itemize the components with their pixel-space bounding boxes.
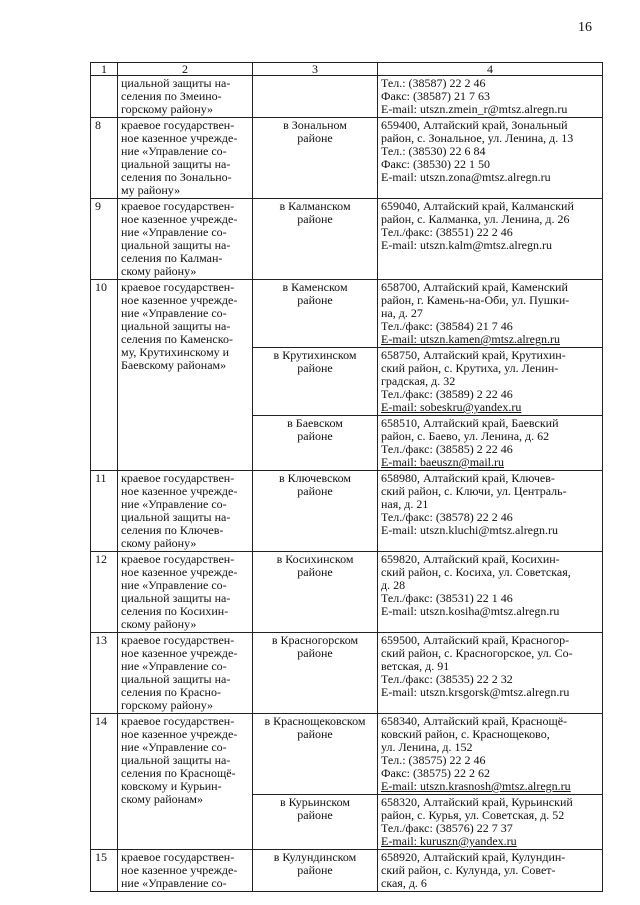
cell-line: ковский район, с. Краснощеково, — [381, 727, 550, 741]
header-cell: 2 — [118, 63, 253, 76]
cell-line: Тел.: (38587) 22 2 46 — [381, 76, 486, 90]
cell-line: скому районам» — [121, 792, 204, 806]
cell-line: ский район, с. Косиха, ул. Советская, — [381, 565, 571, 579]
cell-line: скому району» — [121, 536, 197, 550]
cell-line: районе — [297, 863, 333, 877]
cell-line: ский район, с. Красногорское, ул. Со- — [381, 646, 573, 660]
header-cell: 4 — [378, 63, 603, 76]
cell-line: E-mail: utszn.krsgorsk@mtsz.alregn.ru — [381, 685, 570, 699]
address-cell — [378, 76, 603, 118]
cell-line: краевое государствен- — [121, 471, 235, 485]
header-cell: 1 — [91, 63, 118, 76]
organization-cell — [118, 76, 253, 118]
table-row — [91, 280, 603, 348]
cell-line: E-mail: utszn.krasnosh@mtsz.alregn.ru — [381, 779, 571, 793]
cell-line: циальной защиты на- — [121, 238, 231, 252]
district-cell — [253, 714, 378, 795]
cell-line: селения по Змеино- — [121, 89, 222, 103]
organization-cell — [118, 714, 253, 850]
cell-line: циальной защиты на- — [121, 510, 231, 524]
cell-line: район, с. Зональное, ул. Ленина, д. 13 — [381, 131, 574, 145]
cell-line: ное казенное учрежде- — [121, 131, 238, 145]
organization-cell — [118, 471, 253, 552]
cell-line: ние «Управление со- — [121, 497, 227, 511]
cell-line: ное казенное учрежде- — [121, 565, 238, 579]
row-number-text: 12 — [95, 552, 107, 566]
address-cell — [378, 199, 603, 280]
table-header-row — [91, 63, 603, 76]
district-cell — [253, 552, 378, 633]
cell-line: селения по Каменско- — [121, 332, 233, 346]
cell-line: циальной защиты на- — [121, 591, 231, 605]
organization-cell — [118, 850, 253, 892]
table-row — [91, 199, 603, 280]
cell-line: циальной защиты на- — [121, 753, 231, 767]
cell-line: краевое государствен- — [121, 714, 235, 728]
cell-line: Тел.: (38530) 22 6 84 — [381, 144, 486, 158]
cell-line: в Курьинском — [280, 795, 350, 809]
page-number: 16 — [578, 20, 592, 35]
cell-line: циальной защиты на- — [121, 672, 231, 686]
address-cell — [378, 416, 603, 471]
row-number-text: 9 — [95, 199, 101, 213]
row-number — [91, 199, 118, 280]
cell-line: ние «Управление со- — [121, 578, 227, 592]
cell-line: краевое государствен- — [121, 633, 235, 647]
cell-line: скому району» — [121, 617, 197, 631]
address-cell — [378, 633, 603, 714]
cell-line: Факс: (38575) 22 2 62 — [381, 766, 490, 780]
table-row — [91, 118, 603, 199]
table-row — [91, 633, 603, 714]
district-cell — [253, 795, 378, 850]
organization-cell — [118, 280, 253, 471]
cell-line: краевое государствен- — [121, 280, 235, 294]
cell-line: Факс: (38587) 21 7 63 — [381, 89, 490, 103]
cell-line: районе — [297, 293, 333, 307]
cell-line: краевое государствен- — [121, 199, 235, 213]
cell-line: ский район, с. Крутиха, ул. Ленин- — [381, 361, 559, 375]
cell-line: Тел./факс: (38578) 22 2 46 — [381, 510, 513, 524]
cell-line: ная, д. 21 — [381, 497, 429, 511]
cell-line: Баевскому районам» — [121, 358, 227, 372]
cell-line: ное казенное учрежде- — [121, 293, 238, 307]
row-number — [91, 118, 118, 199]
cell-line: в Крутихинском — [273, 348, 357, 362]
cell-line: районе — [297, 808, 333, 822]
district-cell — [253, 76, 378, 118]
row-number-text: 15 — [95, 850, 107, 864]
row-number — [91, 633, 118, 714]
row-number — [91, 850, 118, 892]
cell-line: в Краснощековском — [264, 714, 366, 728]
row-number-text: 8 — [95, 118, 101, 132]
cell-line: ская, д. 6 — [381, 876, 427, 890]
cell-line: краевое государствен- — [121, 118, 235, 132]
row-number-text: 14 — [95, 714, 107, 728]
row-number — [91, 471, 118, 552]
cell-line: 658920, Алтайский край, Кулундин- — [381, 850, 566, 864]
cell-line: циальной защиты на- — [121, 157, 231, 171]
cell-line: 658340, Алтайский край, Краснощё- — [381, 714, 568, 728]
address-cell — [378, 795, 603, 850]
district-cell — [253, 280, 378, 348]
table-row — [91, 471, 603, 552]
cell-line: районе — [297, 565, 333, 579]
cell-line: му району» — [121, 183, 181, 197]
organization-cell — [118, 552, 253, 633]
cell-line: ние «Управление со- — [121, 876, 227, 890]
cell-line: в Косихинском — [276, 552, 354, 566]
cell-line: районе — [297, 131, 333, 145]
table-row — [91, 714, 603, 795]
cell-line: циальной защиты на- — [121, 76, 231, 90]
cell-line: Тел./факс: (38584) 21 7 46 — [381, 319, 513, 333]
cell-line: Тел./факс: (38576) 22 7 37 — [381, 821, 513, 835]
address-cell — [378, 714, 603, 795]
cell-line: ное казенное учрежде- — [121, 646, 238, 660]
cell-line: на, д. 27 — [381, 306, 423, 320]
district-cell — [253, 633, 378, 714]
cell-line: ул. Ленина, д. 152 — [381, 740, 473, 754]
cell-line: район, с. Калманка, ул. Ленина, д. 26 — [381, 212, 570, 226]
cell-line: ковскому и Курьин- — [121, 779, 222, 793]
cell-line: районе — [297, 212, 333, 226]
cell-line: E-mail: sobeskru@yandex.ru — [381, 400, 522, 414]
cell-line: д. 28 — [381, 578, 406, 592]
cell-line: районе — [297, 727, 333, 741]
cell-line: 659040, Алтайский край, Калманский — [381, 199, 574, 213]
cell-line: селения по Калман- — [121, 251, 223, 265]
cell-line: селения по Красно- — [121, 685, 221, 699]
cell-line: Тел./факс: (38589) 2 22 46 — [381, 387, 513, 401]
header-cell: 3 — [253, 63, 378, 76]
cell-line: 659400, Алтайский край, Зональный — [381, 118, 568, 132]
address-cell — [378, 348, 603, 416]
cell-line: 658750, Алтайский край, Крутихин- — [381, 348, 566, 362]
cell-line: районе — [297, 429, 333, 443]
cell-line: 658700, Алтайский край, Каменский — [381, 280, 568, 294]
cell-line: ное казенное учрежде- — [121, 863, 238, 877]
cell-line: ное казенное учрежде- — [121, 727, 238, 741]
cell-line: E-mail: baeuszn@mail.ru — [381, 455, 505, 469]
district-cell — [253, 416, 378, 471]
cell-line: ский район, с. Ключи, ул. Централь- — [381, 484, 567, 498]
cell-line: 658980, Алтайский край, Ключев- — [381, 471, 555, 485]
cell-line: E-mail: utszn.kluchi@mtsz.alregn.ru — [381, 523, 559, 537]
cell-line: Тел.: (38575) 22 2 46 — [381, 753, 486, 767]
row-number — [91, 552, 118, 633]
organization-cell — [118, 118, 253, 199]
cell-line: район, с. Курья, ул. Советская, д. 52 — [381, 808, 565, 822]
cell-line: 658320, Алтайский край, Курьинский — [381, 795, 573, 809]
offices-table-body — [91, 63, 603, 892]
cell-line: краевое государствен- — [121, 850, 235, 864]
cell-line: 658510, Алтайский край, Баевский — [381, 416, 559, 430]
address-cell — [378, 552, 603, 633]
address-cell — [378, 118, 603, 199]
cell-line: Тел./факс: (38535) 22 2 32 — [381, 672, 513, 686]
row-number-text: 13 — [95, 633, 107, 647]
cell-line: в Кулундинском — [273, 850, 357, 864]
table-row — [91, 76, 603, 118]
cell-line: районе — [297, 484, 333, 498]
cell-line: в Баевском — [287, 416, 343, 430]
cell-line: E-mail: utszn.kosiha@mtsz.alregn.ru — [381, 604, 560, 618]
cell-line: E-mail: kuruszn@yandex.ru — [381, 834, 517, 848]
cell-line: 659820, Алтайский край, Косихин- — [381, 552, 560, 566]
address-cell — [378, 280, 603, 348]
cell-line: в Каменском — [282, 280, 348, 294]
offices-table — [90, 62, 603, 892]
cell-line: му, Крутихинскому и — [121, 345, 230, 359]
row-number — [91, 714, 118, 850]
cell-line: в Ключевском — [278, 471, 352, 485]
district-cell — [253, 199, 378, 280]
cell-line: ние «Управление со- — [121, 659, 227, 673]
row-number — [91, 76, 118, 118]
cell-line: селения по Зонально- — [121, 170, 232, 184]
cell-line: район, г. Камень-на-Оби, ул. Пушки- — [381, 293, 570, 307]
cell-line: циальной защиты на- — [121, 319, 231, 333]
cell-line: E-mail: utszn.zona@mtsz.alregn.ru — [381, 170, 551, 184]
cell-line: ние «Управление со- — [121, 306, 227, 320]
cell-line: в Зональном — [283, 118, 347, 132]
organization-cell — [118, 199, 253, 280]
address-cell — [378, 471, 603, 552]
cell-line: градская, д. 32 — [381, 374, 456, 388]
cell-line: в Красногорском — [271, 633, 359, 647]
row-number — [91, 280, 118, 471]
district-cell — [253, 348, 378, 416]
cell-line: ное казенное учрежде- — [121, 212, 238, 226]
cell-line: ский район, с. Кулунда, ул. Совет- — [381, 863, 556, 877]
cell-line: в Калманском — [279, 199, 351, 213]
cell-line: E-mail: utszn.zmein_r@mtsz.alregn.ru — [381, 102, 568, 116]
cell-line: горскому району» — [121, 698, 214, 712]
cell-line: ветская, д. 91 — [381, 659, 450, 673]
cell-line: ние «Управление со- — [121, 740, 227, 754]
district-cell — [253, 118, 378, 199]
district-cell — [253, 471, 378, 552]
cell-line: ние «Управление со- — [121, 225, 227, 239]
cell-line: ное казенное учрежде- — [121, 484, 238, 498]
cell-line: Тел./факс: (38585) 2 22 46 — [381, 442, 513, 456]
cell-line: район, с. Баево, ул. Ленина, д. 62 — [381, 429, 550, 443]
cell-line: E-mail: utszn.kamen@mtsz.alregn.ru — [381, 332, 560, 346]
cell-line: горскому району» — [121, 102, 214, 116]
row-number-text: 11 — [95, 471, 107, 485]
cell-line: Тел./факс: (38551) 22 2 46 — [381, 225, 513, 239]
table-row — [91, 552, 603, 633]
cell-line: краевое государствен- — [121, 552, 235, 566]
cell-line: селения по Ключев- — [121, 523, 224, 537]
row-number-text: 10 — [95, 280, 107, 294]
cell-line: ние «Управление со- — [121, 144, 227, 158]
district-cell — [253, 850, 378, 892]
cell-line: 659500, Алтайский край, Красногор- — [381, 633, 570, 647]
cell-line: районе — [297, 361, 333, 375]
cell-line: районе — [297, 646, 333, 660]
organization-cell — [118, 633, 253, 714]
address-cell — [378, 850, 603, 892]
cell-line: селения по Краснощё- — [121, 766, 236, 780]
cell-line: скому району» — [121, 264, 197, 278]
cell-line: Факс: (38530) 22 1 50 — [381, 157, 490, 171]
cell-line: E-mail: utszn.kalm@mtsz.alregn.ru — [381, 238, 553, 252]
table-row — [91, 850, 603, 892]
cell-line: селения по Косихин- — [121, 604, 229, 618]
cell-line: Тел./факс: (38531) 22 1 46 — [381, 591, 513, 605]
